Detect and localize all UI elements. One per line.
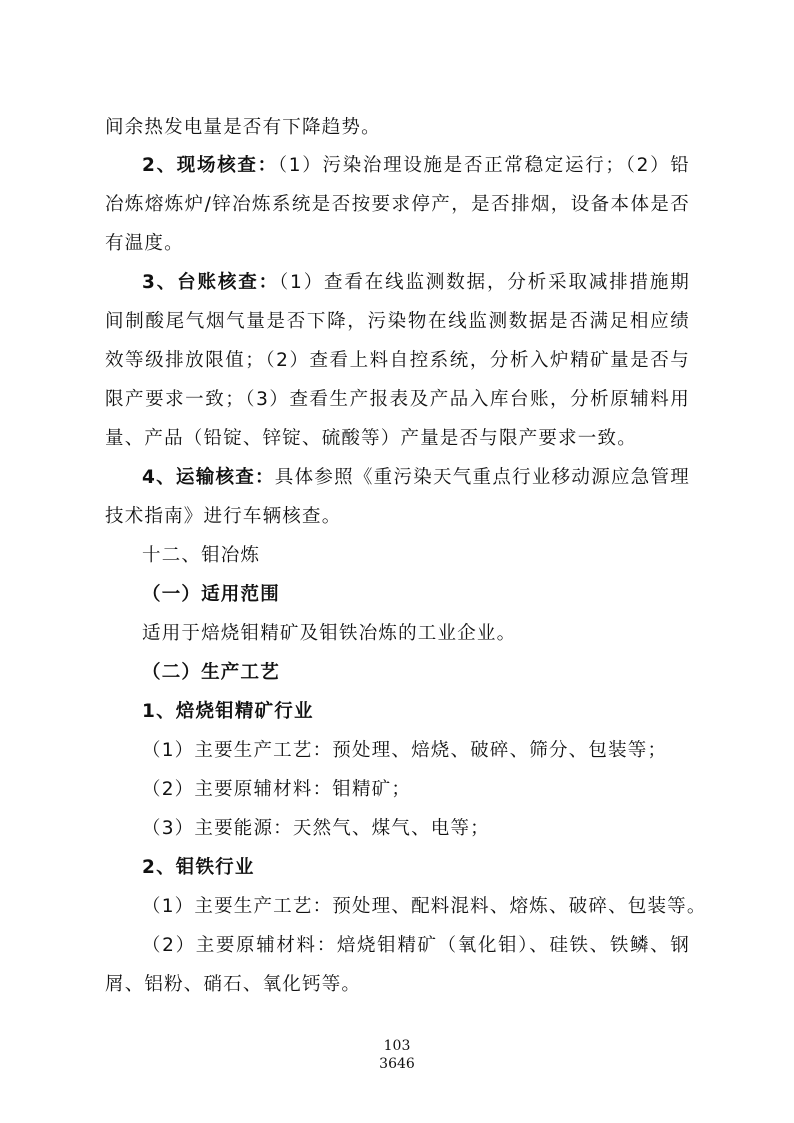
paragraph-line: 冶炼熔炼炉/锌冶炼系统是否按要求停产，是否排烟，设备本体是否 — [105, 194, 690, 215]
paragraph-line: 技术指南》进行车辆核查。 — [105, 506, 342, 527]
paragraph-line: 量、产品（铅锭、锌锭、硫酸等）产量是否与限产要求一致。 — [105, 428, 637, 449]
paragraph-line: 有温度。 — [105, 233, 184, 254]
paragraph-text: 具体参照《重污染天气重点行业移动源应急管理 — [274, 467, 690, 488]
item-title: 2、钼铁行业 — [142, 857, 255, 878]
paragraph-line: 效等级排放限值；（2）查看上料自控系统，分析入炉精矿量是否与 — [105, 350, 690, 371]
list-item: （1）主要生产工艺：预处理、焙烧、破碎、筛分、包装等； — [142, 740, 668, 761]
section-title: 十二、钼冶炼 — [142, 545, 261, 566]
paragraph-transport-check — [142, 466, 690, 490]
paragraph-text: （1）污染治理设施是否正常稳定运行；（2）铅 — [277, 155, 690, 176]
item-title: 1、焙烧钼精矿行业 — [142, 701, 314, 722]
list-item: （3）主要能源：天然气、煤气、电等； — [142, 818, 490, 839]
paragraph-lead: 4、运输核查： — [142, 467, 275, 488]
page-number: 103 — [383, 1038, 411, 1054]
paragraph-line: 限产要求一致；（3）查看生产报表及产品入库台账，分析原辅料用 — [105, 389, 690, 410]
document-number: 3646 — [379, 1056, 415, 1072]
list-item: （2）主要原辅材料：焙烧钼精矿（氧化钼）、硅铁、铁鳞、钢 — [142, 935, 690, 956]
list-item: （2）主要原辅材料：钼精矿； — [142, 779, 412, 800]
subsection-title: （二）生产工艺 — [142, 662, 280, 683]
paragraph-line: 屑、铝粉、硝石、氧化钙等。 — [105, 974, 362, 995]
paragraph-line: 适用于焙烧钼精矿及钼铁冶炼的工业企业。 — [142, 623, 517, 644]
paragraph-line: 间制酸尾气烟气量是否下降，污染物在线监测数据是否满足相应绩 — [105, 311, 690, 332]
subsection-title: （一）适用范围 — [142, 584, 280, 605]
paragraph-lead: 3、台账核查： — [142, 272, 279, 293]
paragraph-ledger-check — [142, 271, 690, 295]
paragraph-text: （1）查看在线监测数据，分析采取减排措施期 — [278, 272, 690, 293]
paragraph-line: 间余热发电量是否有下降趋势。 — [105, 117, 381, 138]
paragraph-site-check — [142, 154, 690, 178]
paragraph-lead: 2、现场核查： — [142, 155, 278, 176]
list-item: （1）主要生产工艺：预处理、配料混料、熔炼、破碎、包装等。 — [142, 896, 707, 917]
